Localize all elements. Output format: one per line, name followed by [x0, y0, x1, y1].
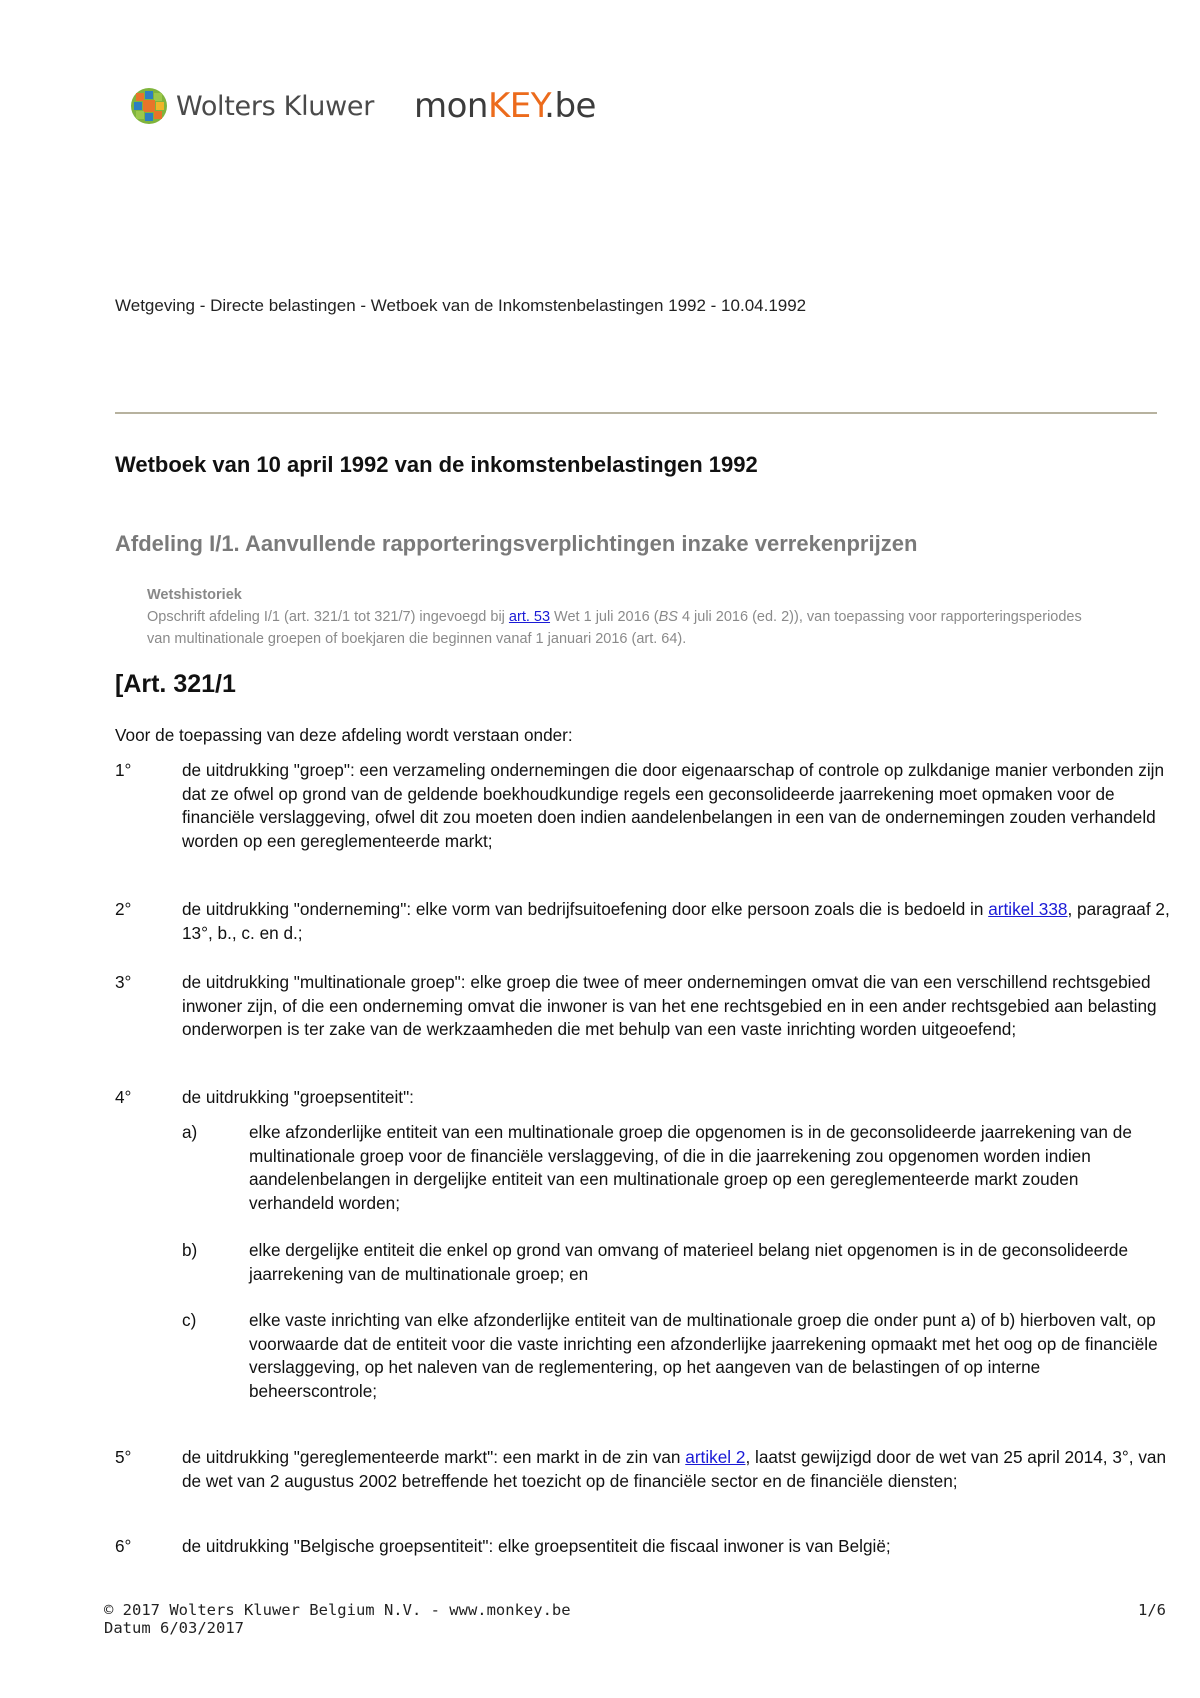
item-text: de uitdrukking "groepsentiteit": [182, 1087, 414, 1107]
monkey-logo-suffix: .be [544, 86, 596, 126]
item-number: 4° [115, 1087, 132, 1107]
wolters-kluwer-logo-text: Wolters Kluwer [176, 90, 374, 122]
history-link-art-53[interactable]: art. 53 [508, 609, 551, 625]
item-text: de uitdrukking "groep": een verzameling ondernemingen die door eigenaarschap of controle op zulkdanige manier verbonden zijn dat ze ofwel op grond van de geldende boekhoudkundige regels een geconsolideerde jaarrekening moet opmaken voor de financiële verslaggeving, ofwel dit zou moeten doen indien aandelenbelangen in een van de ondernemingen zouden verhandeld worden op een gereglementeerde markt; [182, 760, 1165, 851]
article-title: [Art. 321/1 [115, 670, 236, 698]
page-footer [104, 1601, 1166, 1637]
item-number: 3° [115, 972, 132, 992]
item-number: 6° [115, 1536, 132, 1556]
sub-item-letter: a) [182, 1122, 198, 1142]
link-artikel-2[interactable]: artikel 2 [685, 1447, 746, 1467]
item-text [182, 1446, 1182, 1493]
monkey-logo [414, 86, 596, 126]
page-number: 1/6 [1138, 1601, 1166, 1619]
item-number: 2° [115, 899, 132, 919]
section-title: Afdeling I/1. Aanvullende rapporteringsverplichtingen inzake verrekenprijzen [115, 531, 918, 556]
breadcrumb: Wetgeving - Directe belastingen - Wetboek van de Inkomstenbelastingen 1992 - 10.04.1992 [115, 296, 807, 315]
item-text-after: , laatst gewijzigd door de wet van 25 april 2014, 3°, van de wet van 2 augustus 2002 betreffende het toezicht op de financiële sector en de financiële diensten; [182, 1447, 1167, 1491]
sub-item-text: elke dergelijke entiteit die enkel op grond van omvang of materieel belang niet opgenomen is in de geconsolideerde jaarrekening van de multinationale groep; en [249, 1240, 1129, 1284]
sub-item-text: elke vaste inrichting van elke afzonderlijke entiteit van de multinationale groep die onder punt a) of b) hierboven valt, op voorwaarde dat de entiteit voor die vaste inrichting een afzonderlijke jaarrekening opmaakt met het oog op de financiële verslaggeving, op het naleven van de reglementering, op het aangeven van de belastingen of op interne beheerscontrole; [249, 1310, 1158, 1401]
document-title: Wetboek van 10 april 1992 van de inkomstenbelastingen 1992 [115, 452, 758, 477]
item-number: 5° [115, 1447, 132, 1467]
item-text-before: de uitdrukking "onderneming": elke vorm van bedrijfsuitoefening door elke persoon zoals die is bedoeld in [182, 899, 989, 919]
footer-copyright: © 2017 Wolters Kluwer Belgium N.V. - www.monkey.be [104, 1601, 571, 1619]
item-number: 1° [115, 760, 132, 780]
article-intro: Voor de toepassing van deze afdeling wordt verstaan onder: [115, 725, 573, 745]
monkey-logo-prefix: mon [414, 86, 488, 126]
item-text: de uitdrukking "Belgische groepsentiteit": elke groepsentiteit die fiscaal inwoner is van België; [182, 1536, 891, 1556]
history-text-before: Opschrift afdeling I/1 (art. 321/1 tot 321/7) ingevoegd bij [147, 609, 509, 625]
sub-item-letter: b) [182, 1240, 198, 1260]
sub-item-text: elke afzonderlijke entiteit van een multinationale groep die opgenomen is in de geconsolideerde jaarrekening van de multinationale groep voor de financiële verslaggeving, of die in die jaarrekening zou opgenomen worden indien aandelenbelangen in dergelijke entiteit van een multinationale groep op een gereglementeerde markt zouden verhandeld worden; [249, 1122, 1132, 1213]
history-italic: BS [658, 609, 678, 625]
history-label: Wetshistoriek [147, 587, 242, 603]
footer-date: Datum 6/03/2017 [104, 1619, 244, 1637]
item-text-after: , paragraaf 2, 13°, b., c. en d.; [182, 899, 1170, 943]
header-logos [130, 84, 596, 128]
history-text-after: 4 juli 2016 (ed. 2)), van toepassing voor rapporteringsperiodes van multinationale groepen of boekjaren die beginnen vanaf 1 januari 2016 (art. 64). [147, 609, 1082, 647]
divider [115, 412, 1157, 414]
item-text: de uitdrukking "multinationale groep": elke groep die twee of meer ondernemingen omvat die van een verschillend rechtsgebied inwoner zijn, of die een onderneming omvat die inwoner is van het ene rechtsgebied en in een ander rechtsgebied aan belasting onderworpen is ter zake van de werkzaamheden die met behulp van een vaste inrichting worden uitgeoefend; [182, 972, 1157, 1039]
item-text-before: de uitdrukking "gereglementeerde markt": een markt in de zin van [182, 1447, 686, 1467]
item-text [182, 898, 1182, 945]
sub-item-letter: c) [182, 1310, 197, 1330]
law-history [147, 584, 1087, 650]
wolters-kluwer-globe-icon [130, 87, 168, 125]
history-text-mid: Wet 1 juli 2016 ( [550, 609, 659, 625]
link-artikel-338[interactable]: artikel 338 [988, 899, 1068, 919]
monkey-logo-key: KEY [487, 86, 545, 126]
